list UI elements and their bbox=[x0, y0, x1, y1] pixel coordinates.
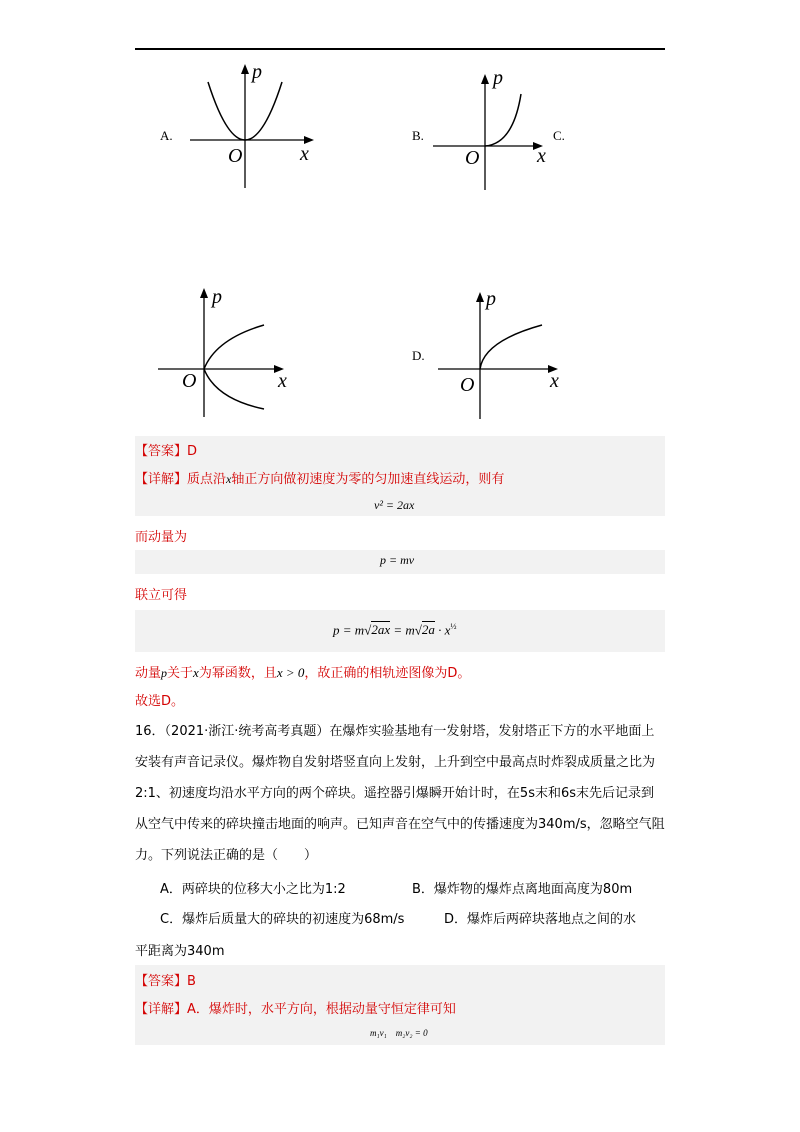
choice-c: C．爆炸后质量大的碎块的初速度为68m/s bbox=[160, 912, 405, 927]
conclusion-text: ，故正确的相轨迹图像为D。 bbox=[304, 666, 471, 681]
origin-label: O bbox=[182, 370, 197, 392]
graph-d bbox=[438, 287, 568, 426]
option-d-label: D. bbox=[412, 348, 425, 363]
formula-part: 2a bbox=[421, 622, 435, 638]
formula-part: · x bbox=[434, 622, 451, 638]
axis-p-label: p bbox=[252, 61, 262, 83]
option-b-label: B. bbox=[412, 128, 424, 143]
detail-tag: 【详解】 bbox=[135, 1002, 188, 1017]
answer-value: B bbox=[187, 974, 196, 989]
graph-c bbox=[158, 283, 298, 422]
detail-text: 轴正方向做初速度为零的匀加速直线运动，则有 bbox=[231, 472, 505, 487]
axis-x-label: x bbox=[537, 145, 546, 167]
graph-b bbox=[433, 68, 563, 197]
conclusion-line bbox=[135, 662, 470, 681]
formula-part: p = m bbox=[333, 622, 365, 638]
origin-label: O bbox=[228, 145, 243, 167]
formula-part: 2ax bbox=[371, 622, 391, 638]
formula-part: = m bbox=[390, 622, 415, 638]
detail-line bbox=[135, 468, 504, 487]
axis-x-label: x bbox=[550, 370, 559, 392]
origin-label: O bbox=[460, 374, 475, 396]
formula-p-combined: $p = m√2ax = m√2a \cdot x^{\frac{1}{2}}$ bbox=[333, 622, 457, 638]
answer-line bbox=[135, 970, 196, 989]
detail-tag: 【详解】 bbox=[135, 472, 188, 487]
option-a-label: A. bbox=[160, 128, 173, 143]
formula-p-mv: p = mv bbox=[380, 553, 415, 567]
axis-p-label: p bbox=[493, 67, 503, 89]
question-16-text: 16．（2021·浙江·统考高考真题）在爆炸实验基地有一发射塔，发射塔正下方的水平地面上安装有声音记录仪。爆炸物自发射塔竖直向上发射，上升到空中最高点时炸裂成质量之比为2:1、初速度均沿水平方向的两个碎块。遥控器引爆瞬开始计时，在5s末和6s末先后记录到从空气中传来的碎块撞击地面的响声。已知声音在空气中的传播速度为340m/s，忽略空气阻力。下列说法正确的是（ ） bbox=[135, 724, 665, 863]
detail-line bbox=[135, 998, 456, 1017]
conclusion-text: 关于 bbox=[167, 666, 194, 681]
axis-p-label: p bbox=[486, 288, 496, 310]
origin-label: O bbox=[465, 147, 480, 169]
choice-d-continued: 平距离为340m bbox=[135, 944, 225, 959]
answer-tag: 【答案】 bbox=[135, 444, 188, 459]
graph-a bbox=[190, 62, 320, 196]
answer-line bbox=[135, 440, 197, 459]
option-c-label: C. bbox=[553, 128, 565, 143]
choice-a: A．两碎块的位移大小之比为1:2 bbox=[160, 882, 346, 897]
axis-x-label: x bbox=[278, 370, 287, 392]
condition: x > 0 bbox=[276, 665, 305, 680]
variable-x: x bbox=[226, 472, 232, 486]
formula-momentum-conservation: m₁v₁ m₂v₂ = 0 bbox=[370, 1028, 428, 1038]
momentum-label: 而动量为 bbox=[135, 530, 188, 545]
header-rule bbox=[135, 48, 665, 50]
combine-label: 联立可得 bbox=[135, 588, 188, 603]
variable-p: p bbox=[161, 666, 168, 680]
answer-tag: 【答案】 bbox=[135, 974, 188, 989]
answer-value: D bbox=[187, 444, 198, 459]
axis-x-label: x bbox=[300, 143, 309, 165]
axis-p-label: p bbox=[212, 286, 222, 308]
final-choice: 故选D。 bbox=[135, 694, 185, 709]
conclusion-text: 动量 bbox=[135, 666, 162, 681]
formula-exponent: ½ bbox=[450, 622, 457, 631]
detail-text: A．爆炸时，水平方向，根据动量守恒定律可知 bbox=[187, 1002, 456, 1017]
detail-text: 质点沿 bbox=[187, 472, 227, 487]
choice-b: B．爆炸物的爆炸点离地面高度为80m bbox=[412, 882, 633, 897]
variable-x: x bbox=[193, 665, 199, 680]
conclusion-text: 为幂函数，且 bbox=[198, 666, 277, 681]
choice-d: D．爆炸后两碎块落地点之间的水 bbox=[444, 912, 637, 927]
formula-v-squared: v² = 2ax bbox=[374, 498, 415, 512]
